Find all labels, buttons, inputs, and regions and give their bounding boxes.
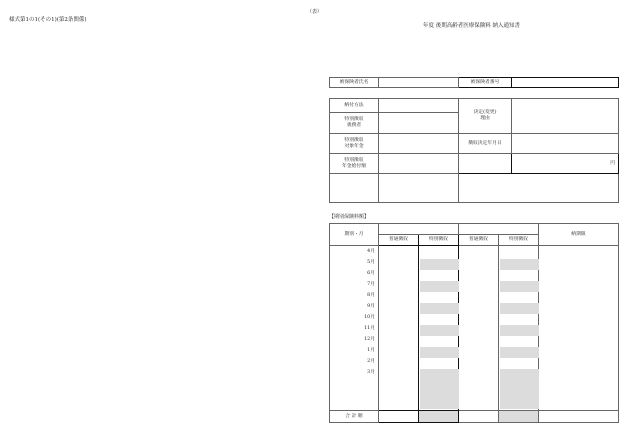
decision-reason-line2: 理由 (480, 116, 490, 121)
decision-date-field[interactable] (512, 134, 619, 154)
month-label: 3月 (367, 370, 375, 375)
period2-header (459, 224, 539, 235)
month-label: 4月 (367, 249, 375, 254)
yen-unit: 円 (512, 154, 619, 174)
month-label: 2月 (367, 359, 375, 364)
shaded-cell (500, 380, 539, 391)
shaded-cell (500, 391, 539, 402)
form-number: 様式第1の1(その1)(第2条関係) (9, 17, 87, 23)
due-date-label: 納期限 (539, 224, 619, 246)
ordinary-header-2: 普通徴収 (459, 235, 499, 246)
notice-title: 年度 後期高齢者医療保険料 納入通知書 (423, 23, 520, 29)
insured-name-label: 被保険者氏名 (330, 78, 379, 88)
blank-cell-1 (330, 174, 379, 203)
total-label: 合 計 額 (330, 411, 379, 423)
top-mark: （表） (307, 9, 323, 15)
shaded-cell (420, 347, 459, 358)
month-label: 10月 (364, 315, 375, 320)
special-header-2: 特別徴収 (499, 235, 539, 246)
total-special-2[interactable] (499, 411, 539, 423)
ordinary-header-1: 普通徴収 (379, 235, 419, 246)
decision-date-label: 徴収決定年月日 (459, 134, 512, 154)
month-label: 1月 (367, 348, 375, 353)
shaded-cell (500, 303, 539, 314)
shaded-cell (420, 402, 459, 409)
month-label: 7月 (367, 282, 375, 287)
info-table (329, 98, 619, 203)
total-ordinary-1[interactable] (379, 411, 419, 423)
pension-amount-field[interactable] (379, 154, 459, 174)
shaded-cell (420, 303, 459, 314)
month-label: 12月 (364, 337, 375, 342)
shaded-cell (500, 369, 539, 380)
shaded-cell (420, 325, 459, 336)
schedule-title: 【期別保険料額】 (329, 214, 370, 220)
special-obligor-field[interactable] (379, 113, 459, 134)
pension-amount-line1: 特別徴収 (344, 157, 364, 163)
payment-method-label: 納付方法 (330, 99, 379, 113)
shaded-cell (420, 259, 459, 270)
special-obligor-line1: 特別徴収 (344, 117, 364, 123)
period1-header (379, 224, 459, 235)
pension-amount-input[interactable] (459, 154, 512, 174)
total-due-date[interactable] (539, 411, 619, 423)
month-label: 5月 (367, 260, 375, 265)
insured-name-field[interactable] (379, 78, 459, 88)
blank-cell-3 (459, 174, 619, 203)
month-label: 8月 (367, 293, 375, 298)
ordinary-col-2[interactable] (459, 246, 499, 411)
decision-reason-field[interactable] (512, 99, 619, 134)
shaded-cell (420, 391, 459, 402)
special-pension-line1: 特別徴収 (344, 137, 364, 143)
shaded-cell (500, 402, 539, 409)
special-pension-line2: 対象年金 (344, 143, 364, 149)
special-obligor-line2: 義務者 (346, 123, 362, 128)
period-month-label: 期別・月 (330, 224, 379, 246)
insured-table (329, 77, 619, 88)
payment-method-field[interactable] (379, 99, 459, 113)
decision-reason-label (459, 99, 512, 134)
special-pension-field[interactable] (379, 134, 459, 154)
decision-reason-line1: 決定(変更) (473, 110, 497, 116)
shaded-cell (500, 325, 539, 336)
shaded-cell (500, 347, 539, 358)
pension-amount-label (330, 154, 379, 174)
month-label: 11月 (364, 326, 375, 331)
special-obligor-label (330, 113, 379, 134)
shaded-cell (420, 369, 459, 380)
insured-number-field[interactable] (512, 78, 619, 88)
special-header-1: 特別徴収 (419, 235, 459, 246)
shaded-cell (500, 259, 539, 270)
special-pension-label (330, 134, 379, 154)
blank-cell-2 (379, 174, 459, 203)
shaded-cell (420, 380, 459, 391)
shaded-cell (500, 281, 539, 292)
pension-amount-line2: 年金給付額 (342, 163, 366, 169)
total-ordinary-2[interactable] (459, 411, 499, 423)
insured-number-label: 被保険者番号 (459, 78, 512, 88)
total-special-1[interactable] (419, 411, 459, 423)
shaded-cell (420, 281, 459, 292)
month-label: 9月 (367, 304, 375, 309)
due-date-col[interactable] (539, 246, 619, 411)
ordinary-col-1[interactable] (379, 246, 419, 411)
month-label: 6月 (367, 271, 375, 276)
